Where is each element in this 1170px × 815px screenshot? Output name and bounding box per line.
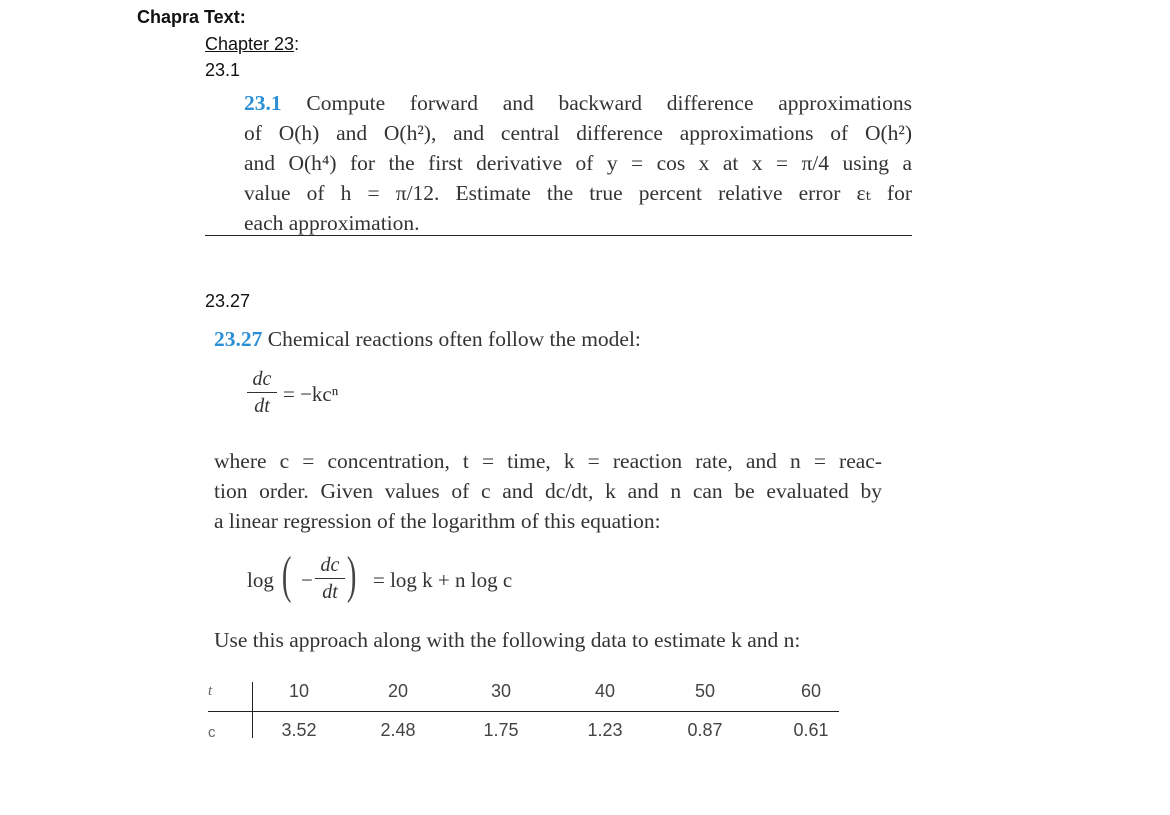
fraction-bar xyxy=(247,392,277,393)
table-cell-c: 0.87 xyxy=(687,720,723,740)
table-cell-t: 30 xyxy=(490,681,512,701)
equation2-fraction xyxy=(315,554,345,603)
left-paren: ( xyxy=(281,547,292,604)
instruction-line: Use this approach along with the following data to estimate k and n: xyxy=(214,628,801,652)
chapter-label: Chapter 23 xyxy=(205,34,295,54)
problem-number: 23.1 xyxy=(244,91,282,115)
fraction-denominator: dt xyxy=(254,395,270,417)
table-cell-t: 40 xyxy=(594,681,616,701)
problem-text-line: each approximation. xyxy=(244,211,420,235)
row-label-c: c xyxy=(208,724,216,741)
problem-intro-text: Chemical reactions often follow the model: xyxy=(267,327,641,351)
right-paren: ) xyxy=(346,547,357,604)
problem-text-line: of O(h) and O(h²), and central difference approximations of O(h²) xyxy=(244,121,912,145)
problem-text-line: value of h = π/12. Estimate the true percent relative error εₜ for xyxy=(244,181,912,205)
equation2-log: log xyxy=(247,568,274,592)
table-cell-t: 20 xyxy=(387,681,409,701)
problem-text-line: a linear regression of the logarithm of this equation: xyxy=(214,509,661,533)
problem-23-27-intro xyxy=(214,327,641,352)
equation1-rhs: = −kcⁿ xyxy=(283,382,339,406)
chapter-colon: : xyxy=(294,34,300,54)
problem-body xyxy=(214,446,882,536)
table-cell-t: 50 xyxy=(694,681,716,701)
chapter-heading xyxy=(205,34,299,55)
row-label-t: t xyxy=(208,683,213,699)
page-title: Chapra Text: xyxy=(137,7,246,27)
section-heading-23-1: 23.1 xyxy=(205,60,241,80)
fraction-numerator: dc xyxy=(252,368,272,390)
equation2-minus: − xyxy=(301,568,313,592)
fraction-denominator: dt xyxy=(322,581,338,603)
problem-text-line: where c = concentration, t = time, k = reaction rate, and n = reac- xyxy=(214,449,882,473)
table-cell-c: 3.52 xyxy=(281,720,317,740)
problem-text-line: tion order. Given values of c and dc/dt, k and n can be evaluated by xyxy=(214,479,882,503)
table-horizontal-rule xyxy=(208,711,839,712)
problem-text-line: and O(h⁴) for the first derivative of y = cos x at x = π/4 using a xyxy=(244,151,912,175)
fraction-numerator: dc xyxy=(320,554,340,576)
table-cell-c: 1.75 xyxy=(483,720,519,740)
table-cell-c: 0.61 xyxy=(793,720,829,740)
table-cell-c: 2.48 xyxy=(380,720,416,740)
table-cell-t: 60 xyxy=(800,681,822,701)
problem-text-line xyxy=(244,88,912,118)
table-vertical-rule xyxy=(252,682,253,738)
equation2-rhs: = log k + n log c xyxy=(373,568,513,592)
section-heading-23-27: 23.27 xyxy=(205,291,251,311)
problem-text: Compute forward and backward difference approximations xyxy=(306,91,912,115)
fraction-bar xyxy=(315,578,345,579)
underline-divider xyxy=(205,235,912,236)
table-cell-c: 1.23 xyxy=(587,720,623,740)
problem-number: 23.27 xyxy=(214,327,263,351)
problem-23-1 xyxy=(244,88,912,238)
equation1-fraction xyxy=(247,368,277,417)
table-cell-t: 10 xyxy=(288,681,310,701)
